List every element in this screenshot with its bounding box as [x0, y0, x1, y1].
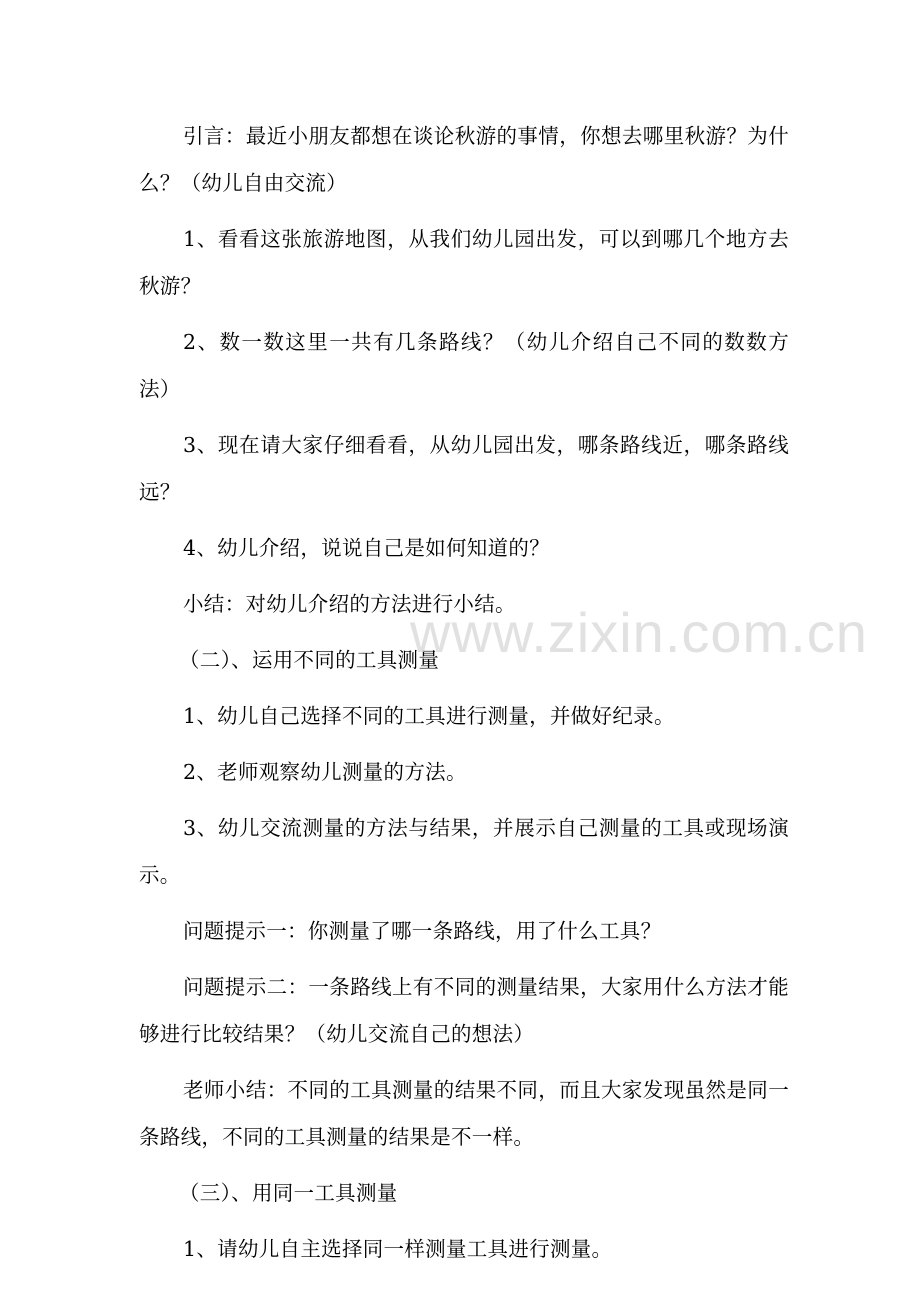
question-hint-1: 问题提示一：你测量了哪一条路线，用了什么工具？ [183, 919, 662, 943]
step-4-paragraph: 4、幼儿介绍，说说自己是如何知道的？ [183, 536, 550, 560]
teacher-summary: 老师小结：不同的工具测量的结果不同，而且大家发现虽然是同一条路线，不同的工具测量的结果是不一样。 [139, 1078, 789, 1149]
intro-paragraph: 引言：最近小朋友都想在谈论秋游的事情，你想去哪里秋游？为什么？（幼儿自由交流） [139, 124, 789, 195]
section-3-step-1: 1、请幼儿自主选择同一样测量工具进行测量。 [183, 1237, 613, 1261]
section-2-step-2: 2、老师观察幼儿测量的方法。 [183, 760, 467, 784]
section-2-step-1: 1、幼儿自己选择不同的工具进行测量，并做好纪录。 [183, 704, 675, 728]
section-heading-3: （三）、用同一工具测量 [179, 1181, 398, 1205]
step-1-paragraph: 1、看看这张旅游地图，从我们幼儿园出发，可以到哪几个地方去秋游？ [139, 227, 789, 298]
step-3-paragraph: 3、现在请大家仔细看看，从幼儿园出发，哪条路线近，哪条路线远？ [139, 433, 789, 504]
document-body [139, 113, 789, 1282]
summary-paragraph: 小结：对幼儿介绍的方法进行小结。 [183, 592, 516, 616]
question-hint-2: 问题提示二：一条路线上有不同的测量结果，大家用什么方法才能够进行比较结果？（幼儿交流自己的想法） [139, 975, 789, 1046]
section-2-step-3: 3、幼儿交流测量的方法与结果，并展示自己测量的工具或现场演示。 [139, 816, 789, 887]
watermark: www.zixin.com.cn [410, 601, 868, 664]
section-heading-2: （二）、运用不同的工具测量 [179, 648, 440, 672]
step-2-paragraph: 2、数一数这里一共有几条路线？（幼儿介绍自己不同的数数方法） [139, 330, 789, 401]
